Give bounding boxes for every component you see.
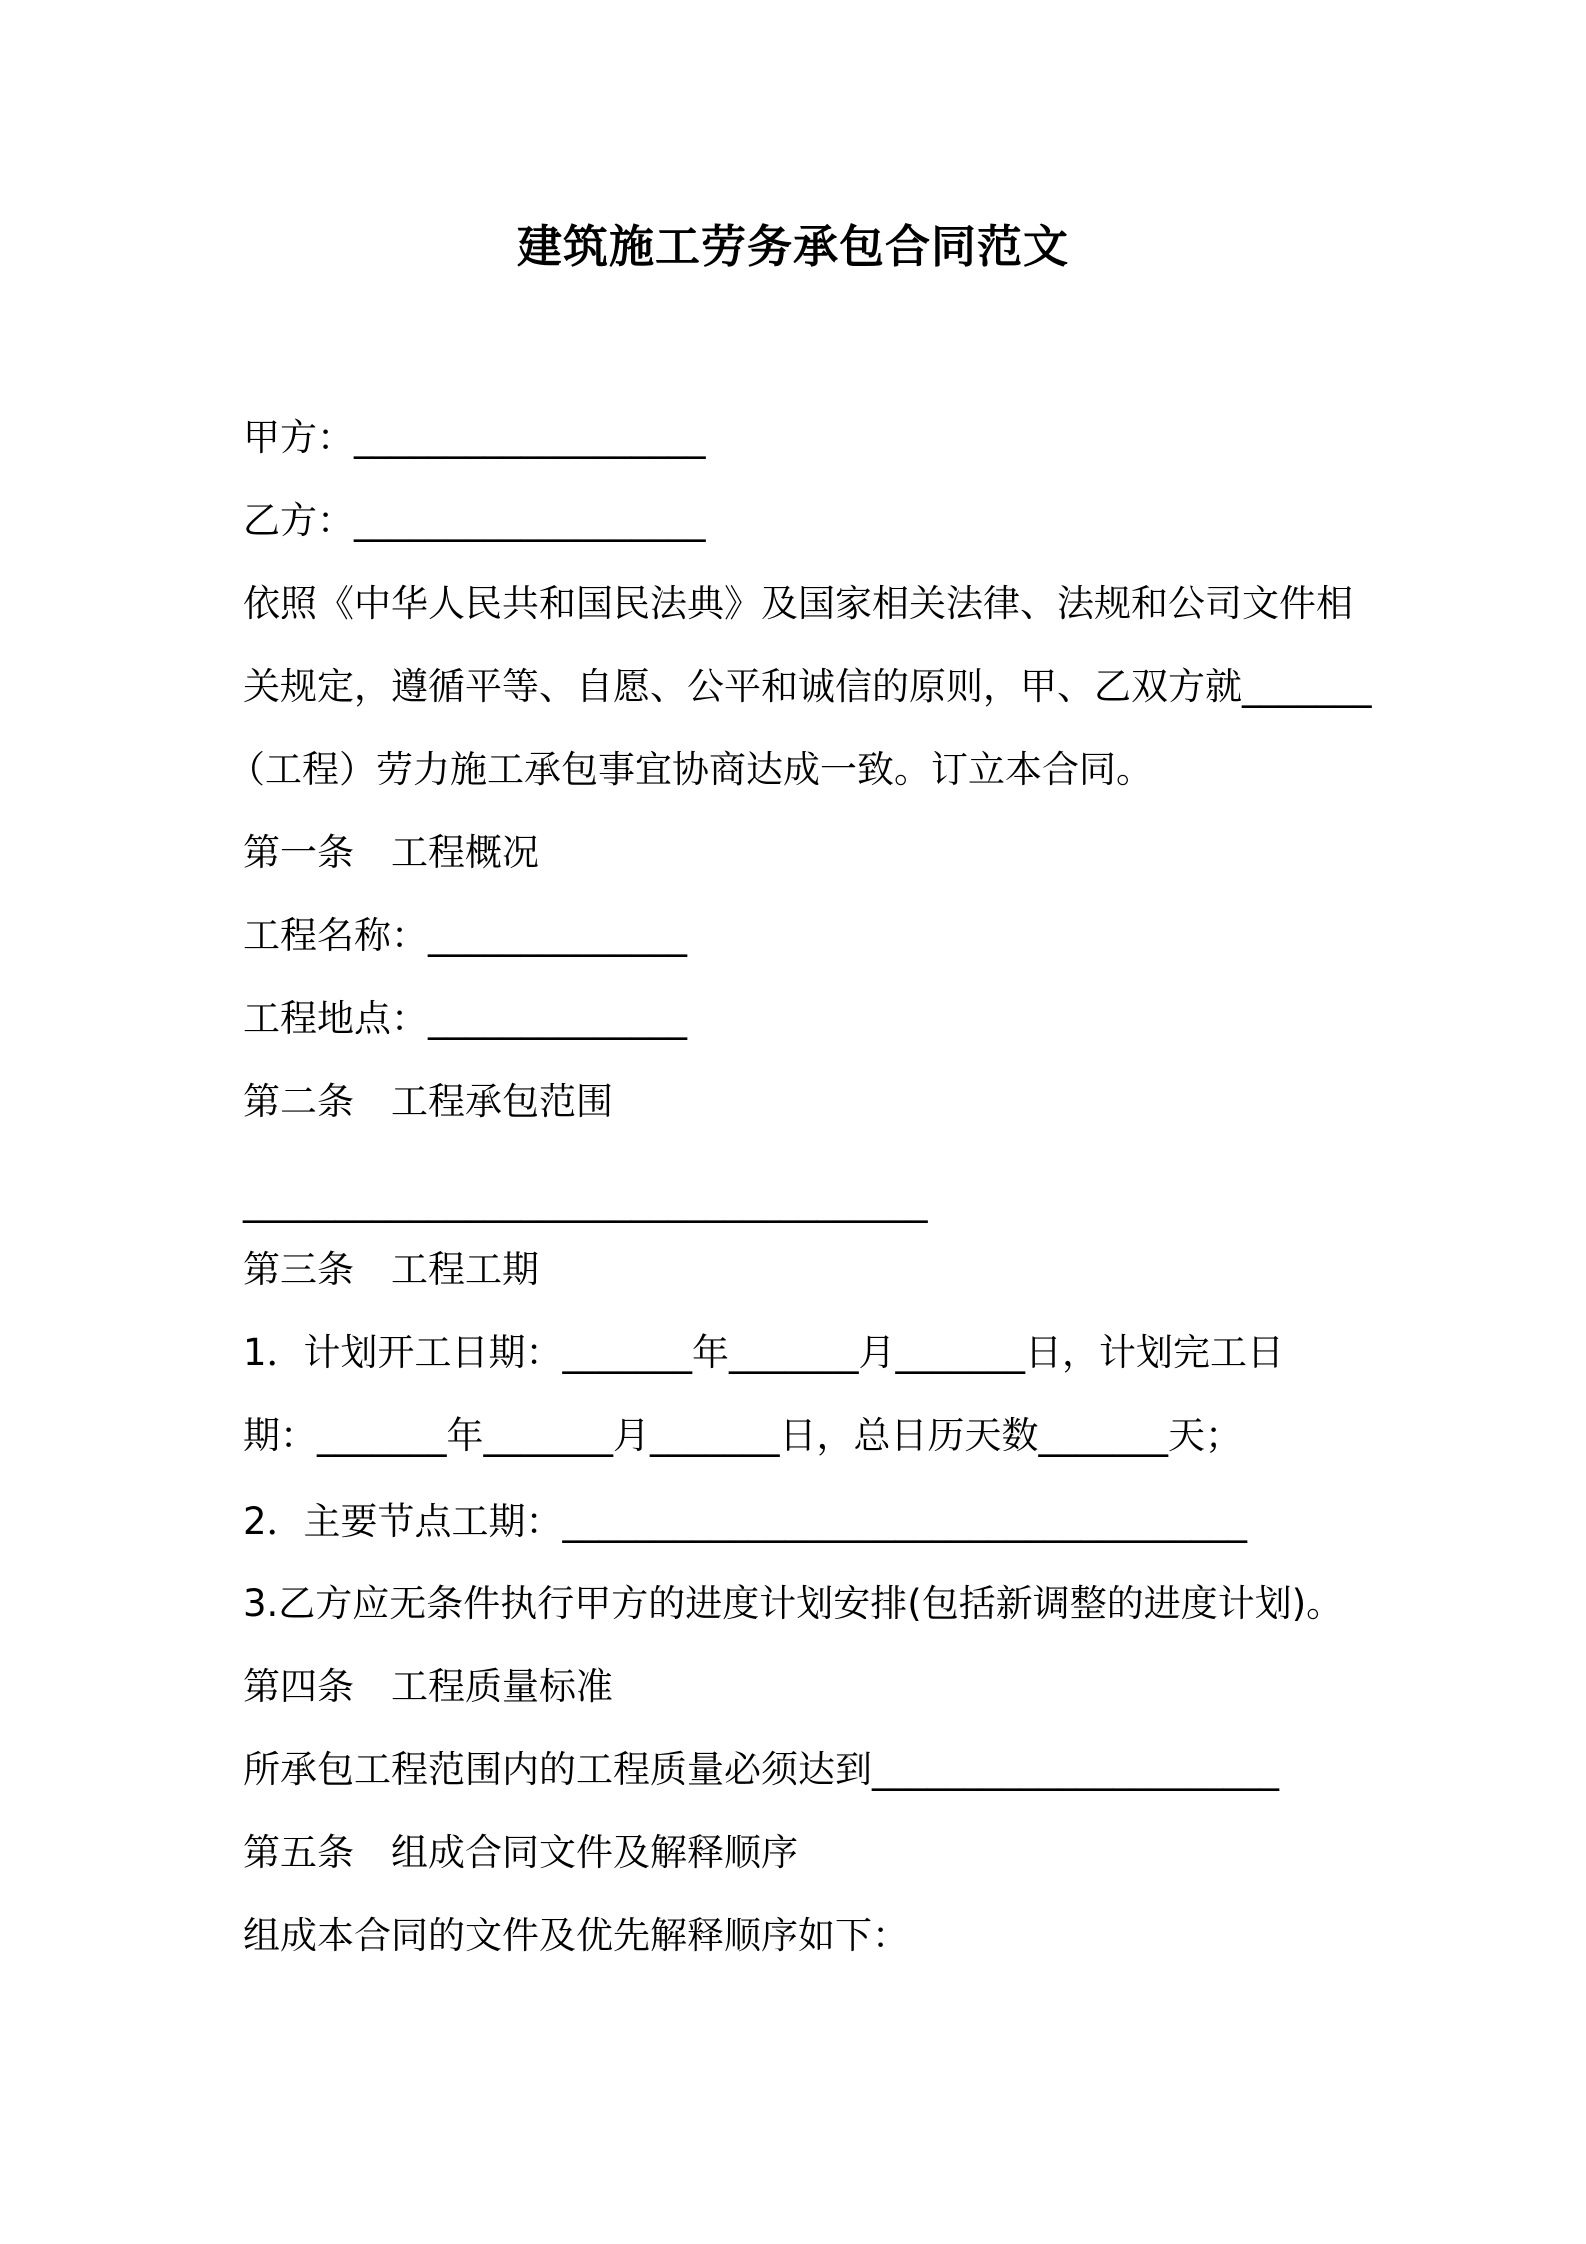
project-location-line: 工程地点：______________ [243,997,687,1040]
preamble-line-1: 依照《中华人民共和国民法典》及国家相关法律、法规和公司文件相 [243,582,1353,625]
party-b-line: 乙方：___________________ [243,499,706,542]
article-3-heading: 第三条 工程工期 [243,1248,539,1291]
article-1-heading: 第一条 工程概况 [243,831,539,874]
schedule-line-2: 期：_______年_______月_______日，总日历天数_______天； [243,1414,1242,1457]
scope-blank-line: _____________________________________ [243,1180,928,1223]
quality-standard-line: 所承包工程范围内的工程质量必须达到______________________ [243,1748,1279,1791]
project-name-line: 工程名称：______________ [243,914,687,957]
documents-order-line: 组成本合同的文件及优先解释顺序如下： [243,1914,909,1957]
article-5-heading: 第五条 组成合同文件及解释顺序 [243,1831,798,1874]
document-title: 建筑施工劳务承包合同范文 [516,220,1069,273]
preamble-line-3: （工程）劳力施工承包事宜协商达成一致。订立本合同。 [228,748,1153,791]
article-4-heading: 第四条 工程质量标准 [243,1665,613,1708]
party-a-line: 甲方：___________________ [243,416,706,459]
preamble-line-2: 关规定，遵循平等、自愿、公平和诚信的原则，甲、乙双方就_______ [243,665,1372,708]
schedule-compliance-line: 3.乙方应无条件执行甲方的进度计划安排(包括新调整的进度计划)。 [243,1582,1344,1625]
article-2-heading: 第二条 工程承包范围 [243,1080,613,1123]
milestone-line: 2．主要节点工期：_____________________________________ [243,1500,1248,1543]
schedule-line-1: 1．计划开工日期：_______年_______月_______日，计划完工日 [243,1331,1285,1374]
